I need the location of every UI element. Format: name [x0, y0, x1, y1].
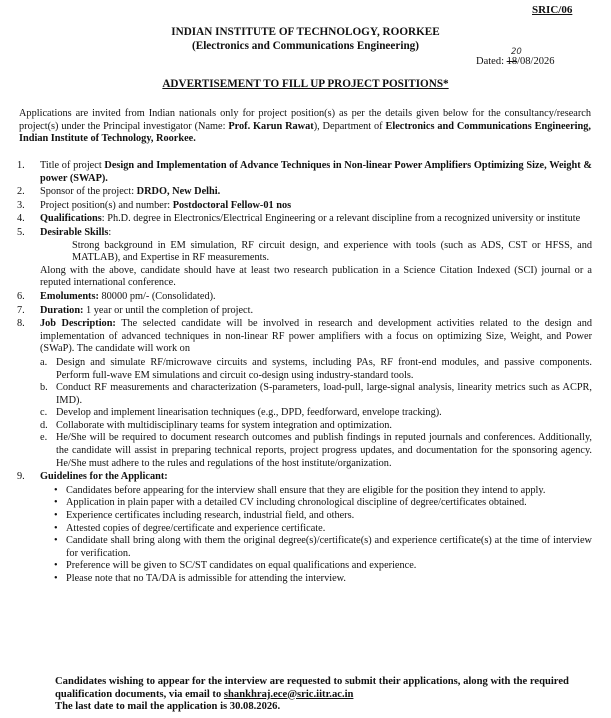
item-value: Design and Implementation of Advance Techniques in Non-linear Power Amplifiers Optimizing Size, Weight & power (SWAP).	[40, 160, 592, 184]
intro-text-a: Applications are invited from Indian nationals only for project position(s) as per the details given below for the consultancy/research project(s) under the Principal investigator (Name:	[19, 108, 591, 132]
date-month-year: /08/2026	[517, 56, 555, 67]
item-label: Title of project	[40, 160, 105, 171]
details-list	[14, 160, 592, 586]
advertisement-title: ADVERTISEMENT TO FILL UP PROJECT POSITIONS*	[162, 78, 449, 90]
guideline-text: Preference will be given to SC/ST candidates on equal qualifications and experience.	[66, 560, 417, 572]
guideline-item	[14, 497, 592, 510]
item-label: Project position(s) and number:	[40, 199, 173, 211]
item-label: Qualifications	[40, 213, 102, 225]
last-date-text: The last date to mail the application is 30.08.2026.	[55, 701, 281, 712]
item-number: 3.	[17, 199, 25, 211]
guideline-text: Candidate shall bring along with them the original degree(s)/certificate(s) and experience certificate(s) at the time of interview for verification.	[66, 535, 592, 559]
bullet-icon: •	[54, 484, 58, 496]
guideline-item	[14, 535, 592, 560]
subitem-letter: c.	[40, 407, 48, 419]
subitem-text: He/She will be required to document research outcomes and publish findings in reputed journals and conferences. Additionally, the candidate will assist in preparing technical reports, project progress updates, and documentation for the sponsoring agency. He/She must adhere to the rules and regulations of the host institute/organization.	[56, 432, 592, 469]
guideline-item	[14, 510, 592, 523]
guideline-text: Attested copies of degree/certificate and experience certificate.	[66, 522, 326, 534]
item-guidelines	[14, 471, 592, 484]
item-label: Job Description:	[40, 318, 116, 330]
bullet-icon: •	[54, 510, 58, 522]
job-subitem	[14, 357, 592, 382]
item-number: 9.	[17, 471, 25, 483]
item-value: : Ph.D. degree in Electronics/Electrical Engineering or a relevant discipline from a recognized university or institute	[101, 213, 581, 225]
item-duration	[14, 305, 592, 318]
item-job-description	[14, 318, 592, 356]
item-value: DRDO, New Delhi.	[136, 186, 221, 198]
reference-number: SRIC/06	[532, 4, 573, 16]
item-number: 7.	[17, 304, 25, 316]
bullet-icon: •	[54, 522, 58, 534]
item-label: Emoluments:	[40, 290, 99, 302]
department-name: (Electronics and Communications Engineering)	[192, 40, 419, 52]
date-line	[476, 47, 555, 69]
subitem-letter: a.	[40, 356, 48, 368]
item-value: 80000 pm/- (Consolidated).	[98, 290, 216, 302]
skills-text: Strong background in EM simulation, RF circuit design, and experience with tools (such as ADS, CST or HFSS, and MATLAB), and Expertise in RF measurements.	[72, 239, 592, 264]
application-instructions	[55, 676, 595, 714]
job-subitem	[14, 432, 592, 470]
item-number: 2.	[17, 186, 25, 198]
guideline-item	[14, 560, 592, 573]
guideline-text: Candidates before appearing for the interview shall ensure that they are eligible for the position they intend to apply.	[66, 484, 546, 496]
item-colon: :	[108, 226, 112, 238]
subitem-letter: b.	[40, 382, 48, 394]
item-sponsor	[14, 186, 592, 199]
bullet-icon: •	[54, 497, 58, 509]
item-value: The selected candidate will be involved in research and development activities related to the design and implementation of advanced techniques in non-linear RF power amplifiers with a focus on optimizing Size, Weight, and Power (SWaP). The candidate will work on	[40, 318, 593, 355]
guideline-text: Please note that no TA/DA is admissible for attending the interview.	[66, 573, 346, 584]
item-qualifications	[14, 213, 592, 226]
item-number: 5.	[17, 226, 25, 238]
item-label: Sponsor of the project:	[40, 186, 137, 198]
job-subitem	[14, 382, 592, 407]
item-number: 4.	[17, 213, 25, 225]
guideline-item	[14, 485, 592, 498]
pi-name: Prof. Karun Rawat	[228, 120, 314, 132]
email-link[interactable]: shankhraj.ece@sric.iitr.ac.in	[223, 688, 354, 700]
instructions-text: Candidates wishing to appear for the interview are requested to submit their applications, along with the required qualification documents, via email to	[55, 676, 569, 700]
subitem-text: Collaborate with multidisciplinary teams for system integration and optimization.	[56, 419, 393, 431]
guideline-item	[14, 523, 592, 536]
item-desirable-skills	[14, 227, 592, 290]
institute-name: INDIAN INSTITUTE OF TECHNOLOGY, ROORKEE	[171, 26, 440, 38]
subitem-letter: e.	[40, 432, 48, 444]
item-number: 6.	[17, 290, 25, 302]
item-label: Desirable Skills	[40, 226, 109, 238]
job-subitem	[14, 407, 592, 420]
item-label: Guidelines for the Applicant:	[40, 471, 168, 483]
date-label: Dated:	[476, 56, 504, 67]
skills-publication-text: Along with the above, candidate should have at least two research publication in a Science Citation Indexed (SCI) journal or a reputed international conference.	[40, 264, 592, 289]
subitem-letter: d.	[40, 419, 48, 431]
bullet-icon: •	[54, 560, 58, 572]
guideline-text: Experience certificates including research, industrial field, and others.	[66, 510, 355, 522]
item-number: 8.	[17, 318, 25, 330]
subitem-text: Design and simulate RF/microwave circuits and systems, including PAs, RF front-end modules, and passive components. Perform full-wave EM simulations and circuit co-design using industry-standard tools.	[56, 356, 592, 381]
date-struck-day: 18	[506, 56, 518, 67]
intro-paragraph	[19, 108, 591, 146]
department-full-name: Electronics and Communications Engineering, Indian Institute of Technology, Roorkee.	[19, 120, 591, 145]
intro-text-b: ), Department of	[313, 120, 386, 132]
guideline-text: Application in plain paper with a detailed CV including chronological discipline of degree/certificates obtained.	[66, 497, 527, 509]
item-emoluments	[14, 291, 592, 304]
item-label: Duration:	[40, 304, 84, 316]
bullet-icon: •	[54, 573, 58, 584]
item-position	[14, 200, 592, 213]
item-project-title	[14, 160, 592, 185]
bullet-icon: •	[54, 535, 58, 547]
item-value: Postdoctoral Fellow-01 nos	[172, 199, 292, 211]
date-handwritten-correction: 20	[511, 47, 522, 57]
subitem-text: Develop and implement linearisation techniques (e.g., DPD, feedforward, envelope tracking).	[56, 407, 442, 419]
item-number: 1.	[17, 160, 25, 171]
item-value: 1 year or until the completion of project.	[83, 304, 254, 316]
guideline-item	[14, 573, 592, 586]
subitem-text: Conduct RF measurements and characterization (S-parameters, load-pull, large-signal analysis, linearity metrics such as ACPR, IMD).	[56, 382, 592, 406]
job-subitem	[14, 420, 592, 433]
